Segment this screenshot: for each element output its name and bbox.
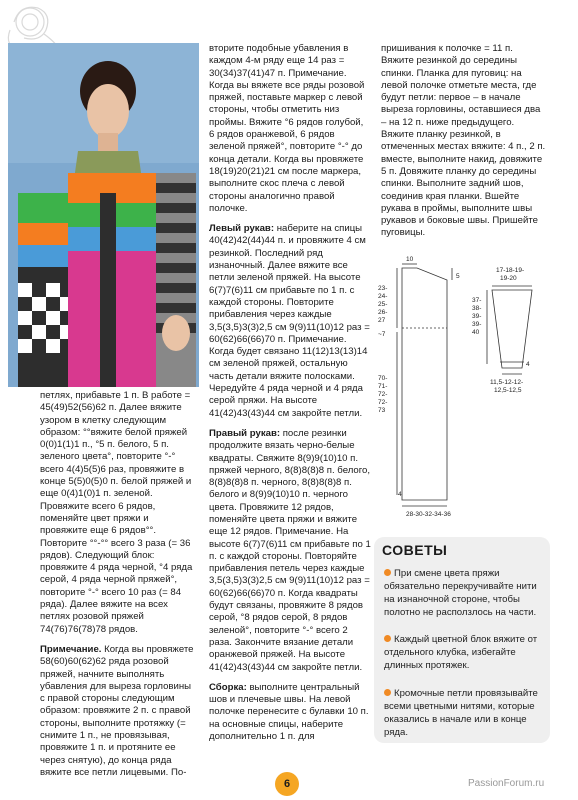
- assembly-text: выполните центральный шов и плечевые швы. На левой полочке перенесите с булавки 10 п. на основные спицы, наберите дополнительно 1 п. для: [209, 681, 369, 743]
- model-photo: [8, 43, 199, 387]
- sleeve-outline: [492, 290, 532, 368]
- sleeve-small-label: 4: [526, 361, 530, 368]
- column-3: [381, 43, 547, 248]
- tip-text: Кромочные петли провязывайте всеми цветными нитями, которые оказались в начале или в конце ряда.: [384, 688, 538, 738]
- assembly-label: Сборка:: [209, 681, 247, 693]
- column-1-paragraph-2: [40, 644, 198, 779]
- body-top-label: 10: [406, 256, 414, 263]
- body-outline: [402, 268, 447, 500]
- pattern-schema: [372, 250, 572, 530]
- body-left-mid-label: ~7: [378, 331, 386, 338]
- right-sleeve-section: [209, 428, 371, 674]
- body-left-top-label: 23-24-25-26-27: [378, 285, 388, 324]
- note-label: Примечание.: [40, 643, 102, 655]
- bullet-icon: [384, 569, 391, 576]
- right-sleeve-text: после резинки продолжите вязать черно-белые квадраты. Свяжите 8(9)9(10)10 п. пряжей черного, 8(8)8(8)8 п. белого, 8(8)8(8)8 п. черного, 8(8)8(8)8 п. белого и 8(9)9(10)10 п. черного цвета. Провяжите 12 рядов, поменяйте цвета пряжи и вяжите еще 12 рядов. Примечание. На высоте 6(7)7(6)11 см прибавьте по 1 п. с каждой стороны. Повторяйте прибавления петель через каждые 3,5(3,5)3(3)2,5 см 9(9)11(10)12 раз = 60(62)66(66)70 п. Когда квадраты будут связаны, провяжите 8 рядов серой, °8 рядов серой, 8 рядов зеленой°, повторите °-° всего 2 раза. Закончите вязание детали оранжевой пряжей. На высоте 41(42)43(43)44 см закройте петли.: [209, 427, 371, 673]
- page-number: 6: [275, 772, 299, 796]
- note-text: Когда вы провяжете 58(60)60(62)62 ряда розовой пряжей, начните выполнять убавления для выреза горловины с правой стороны следующим образом: провяжите 2 п. с правой стороны, выполните протяжку (= снимите 1 п., не провязывая, провяжите 1 п. и протяните ее через снятую), до конца ряда вяжите все петли лицевыми. По-: [40, 643, 194, 778]
- left-sleeve-label: Левый рукав:: [209, 223, 275, 235]
- tips-box: [374, 537, 550, 743]
- assembly-section: [209, 682, 371, 743]
- column-2-paragraph-1: вторите подобные убавления в каждом 4-м ряду еще 14 раз = 30(34)37(41)47 п. Примечание. Когда вы вяжете все ряды розовой пряжей, поставьте маркер с левой стороны, чтобы отметить низ проймы. Вяжите °6 рядов голубой, 6 рядов оранжевой, 6 рядов зеленой пряжей°, повторите °-° до конца детали. Когда вы провяжете 18(19)20(21)21 см после маркера, выполните скос плеча с левой стороны аналогично правой полочке.: [209, 43, 365, 214]
- tip-item: [384, 687, 544, 739]
- sleeve-side-label: 37-38-39-39-40: [472, 297, 482, 336]
- column-2: [209, 43, 371, 751]
- tip-text: Каждый цветной блок вяжите от отдельного клубка, избегайте длинных протяжек.: [384, 634, 538, 671]
- right-sleeve-label: Правый рукав:: [209, 427, 281, 439]
- column-1: [40, 390, 198, 787]
- tip-item: [384, 567, 544, 619]
- body-left-bottom-label: 70-71-72-72-73: [378, 375, 388, 414]
- watermark: PassionForum.ru: [468, 778, 545, 789]
- left-sleeve-section: [209, 223, 371, 420]
- body-small-label: 4: [398, 491, 402, 498]
- sleeve-bottom-label: 11,5-12-12-12,5-12,5: [490, 379, 524, 394]
- tips-title: СОВЕТЫ: [382, 542, 448, 558]
- column-3-paragraph-1: пришивания к полочке = 11 п. Вяжите резинкой до середины спинки. Планка для пуговиц: на левой полочке отметьте места, где будут петли: первое – в начале выреза горловины, оставшиеся два – на 12 п. ниже предыдущего. Вяжите планку резинкой, в отмеченных местах вяжите: 4 п., 2 п. вместе, выполните накид, довяжите 5 п. Довяжите планку до середины спинки. Выполните задний шов, соединив края планки. Вшейте рукава в проймы, выполните швы рукавов и боковые швы. Пришейте пуговицы.: [381, 43, 546, 239]
- body-side-label: 5: [456, 273, 460, 280]
- tip-item: [384, 633, 544, 672]
- sleeve-top-label: 17-18-19-19-20: [496, 267, 525, 282]
- body-bottom-label: 28-30-32-34-36: [406, 511, 451, 518]
- bullet-icon: [384, 635, 391, 642]
- column-1-paragraph-1: петлях, прибавьте 1 п. В работе = 45(49)52(56)62 п. Далее вяжите узором в клетку следующим образом: °°вяжите белой пряжей 0(0)1(1)1 п., °5 п. белого, 5 п. зеленого цвета°, повторите °-° всего 4(4)5(5)6 раз, провяжите в конце 5(5)0(5)0 п. белой пряжей и еще 0(4)1(0)1 п. зеленой. Провяжите всего 6 рядов, поменяйте цвет пряжи и провяжите еще 6 рядов°°. Повторите °°-°° всего 3 раза (= 36 рядов). Следующий блок: провяжите 4 ряда черной, °4 ряда серой, 4 ряда черной пряжей°, повторите °-° всего 10 раз (= 84 ряда). Далее вяжите на всех петлях розовой пряжей 74(76)76(78)78 рядов.: [40, 390, 193, 635]
- left-sleeve-text: наберите на спицы 40(42)42(44)44 п. и провяжите 4 см резинкой. Последний ряд изнаночный. Далее вяжите все петли зеленой пряжей. На высоте 6(7)7(6)11 см прибавьте по 1 п. с каждой стороны. Повторите прибавления через каждые 3,5(3,5)3(3)2,5 см 9(9)11(10)12 раз = 60(62)66(66)70 п. Примечание. Когда будет связано 11(12)13(13)14 см зеленой пряжей, остальную часть детали вяжите полосками. Чередуйте 4 ряда черной и 4 ряда серой пряжи. На высоте 41(42)43(43)44 см закройте петли.: [209, 223, 370, 419]
- bullet-icon: [384, 689, 391, 696]
- tip-text: При смене цвета пряжи обязательно перекручивайте нити на изнаночной стороне, чтобы полотно не расползлось на части.: [384, 568, 537, 618]
